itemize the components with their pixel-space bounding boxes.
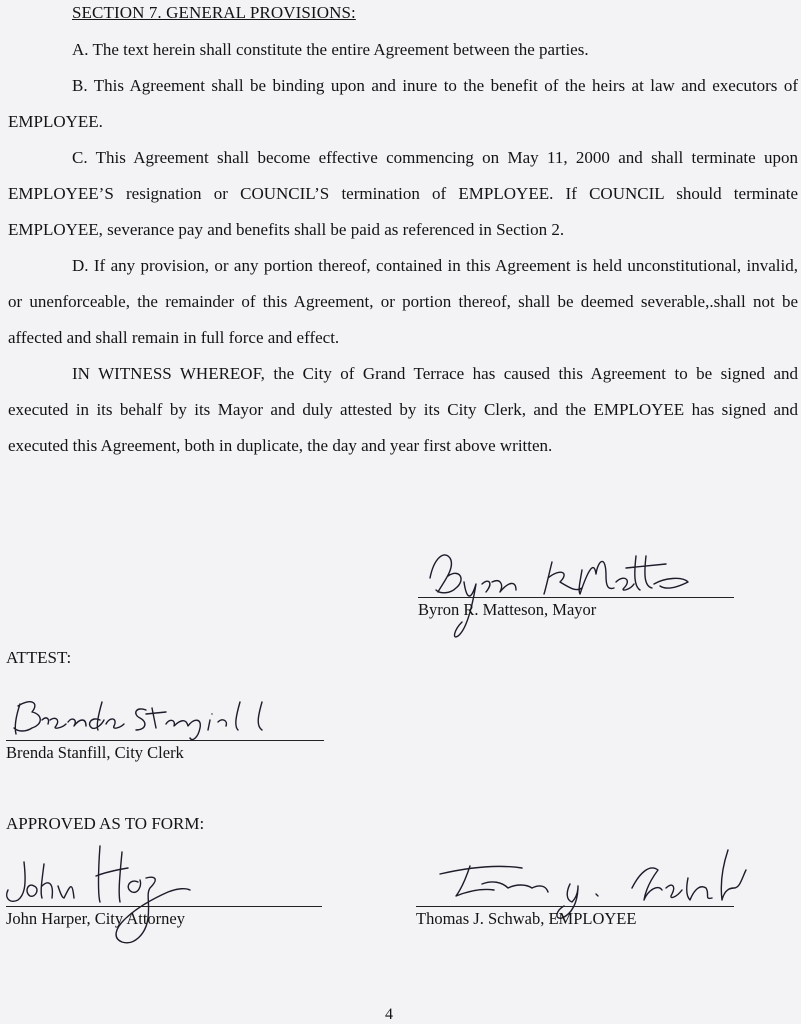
clerk-signature-line bbox=[6, 740, 324, 741]
mayor-signature bbox=[420, 538, 720, 648]
clerk-name: Brenda Stanfill, City Clerk bbox=[6, 743, 184, 762]
employee-signature-line bbox=[416, 906, 734, 907]
paragraph-b: B. This Agreement shall be binding upon and inure to the benefit of the heirs at law and executors of EMPLOYEE. bbox=[8, 76, 798, 131]
mayor-name: Byron R. Matteson, Mayor bbox=[418, 600, 597, 619]
paragraph-a: A. The text herein shall constitute the entire Agreement between the parties. bbox=[72, 40, 589, 59]
attest-label: ATTEST: bbox=[6, 648, 72, 667]
paragraph-d: D. If any provision, or any portion thereof, contained in this Agreement is held unconstitutional, invalid, or unenforceable, the remainder of this Agreement, or portion thereof, shall be deemed severable,.shall not be affected and shall remain in full force and effect. bbox=[8, 256, 798, 347]
section-heading: SECTION 7. GENERAL PROVISIONS: bbox=[72, 3, 356, 22]
attorney-signature-line bbox=[6, 906, 322, 907]
witness-paragraph: IN WITNESS WHEREOF, the City of Grand Terrace has caused this Agreement to be signed and executed in its behalf by its Mayor and duly attested by its City Clerk, and the EMPLOYEE has signed and executed this Agreement, both in duplicate, the day and year first above written. bbox=[8, 364, 798, 455]
section-body bbox=[8, 32, 798, 464]
mayor-signature-line bbox=[418, 597, 734, 598]
attorney-signature bbox=[0, 842, 220, 952]
attorney-name: John Harper, City Attorney bbox=[6, 909, 185, 928]
approved-label: APPROVED AS TO FORM: bbox=[6, 814, 205, 833]
clerk-signature bbox=[6, 694, 306, 744]
employee-name: Thomas J. Schwab, EMPLOYEE bbox=[416, 909, 637, 928]
paragraph-c: C. This Agreement shall become effective commencing on May 11, 2000 and shall terminate upon EMPLOYEE’S resignation or COUNCIL’S termination of EMPLOYEE. If COUNCIL should terminate EMPLOYEE, severance pay and benefits shall be paid as referenced in Section 2. bbox=[8, 148, 798, 239]
page-number: 4 bbox=[385, 1006, 393, 1023]
